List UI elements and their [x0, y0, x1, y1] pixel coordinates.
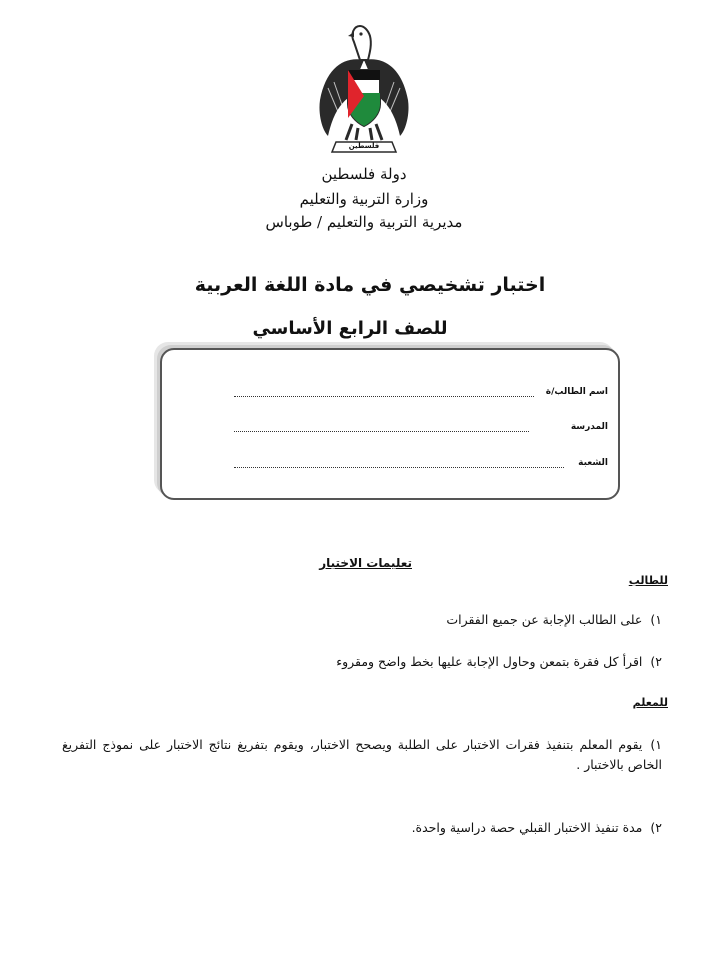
student-info-box: [160, 348, 620, 500]
school-field[interactable]: [234, 423, 529, 432]
directorate-name: مديرية التربية والتعليم / طوباس: [265, 213, 463, 231]
grade-title: للصف الرابع الأساسي: [252, 318, 448, 339]
item-number: ٢): [650, 654, 662, 669]
item-number: ١): [650, 737, 662, 752]
school-label: المدرسة: [570, 422, 608, 432]
item-text: على الطالب الإجابة عن جميع الفقرات: [446, 612, 643, 627]
item-text: مدة تنفيذ الاختبار القبلي حصة دراسية واحدة.: [411, 820, 643, 835]
section-label: الشعبة: [578, 458, 608, 468]
item-number: ٢): [650, 820, 662, 835]
student-name-label: اسم الطالب/ة: [545, 387, 608, 397]
student-name-field[interactable]: [234, 388, 534, 397]
item-text: يقوم المعلم بتنفيذ فقرات الاختبار على الطلبة ويصحح الاختبار، ويقوم بتفريغ نتائج الاختبار على نموذج التفريغ الخاص بالاختبار .: [62, 737, 662, 772]
exam-title: اختبار تشخيصي في مادة اللغة العربية: [194, 274, 546, 296]
teacher-instruction-1: [62, 735, 662, 775]
teacher-section-heading: للمعلم: [632, 696, 668, 709]
teacher-instruction-2: [102, 820, 662, 835]
ministry-name: وزارة التربية والتعليم: [299, 190, 429, 208]
emblem-label: فلسطين: [348, 142, 380, 150]
item-text: اقرأ كل فقرة بتمعن وحاول الإجابة عليها بخط واضح ومقروء: [336, 654, 643, 669]
palestine-eagle-emblem: [314, 18, 414, 158]
state-name: دولة فلسطين: [321, 165, 407, 183]
item-number: ١): [650, 612, 662, 627]
section-field[interactable]: [234, 459, 564, 468]
student-instruction-1: [102, 612, 662, 627]
student-section-heading: للطالب: [628, 574, 668, 587]
instructions-heading: تعليمات الاختبار: [319, 556, 412, 570]
student-instruction-2: [102, 654, 662, 669]
